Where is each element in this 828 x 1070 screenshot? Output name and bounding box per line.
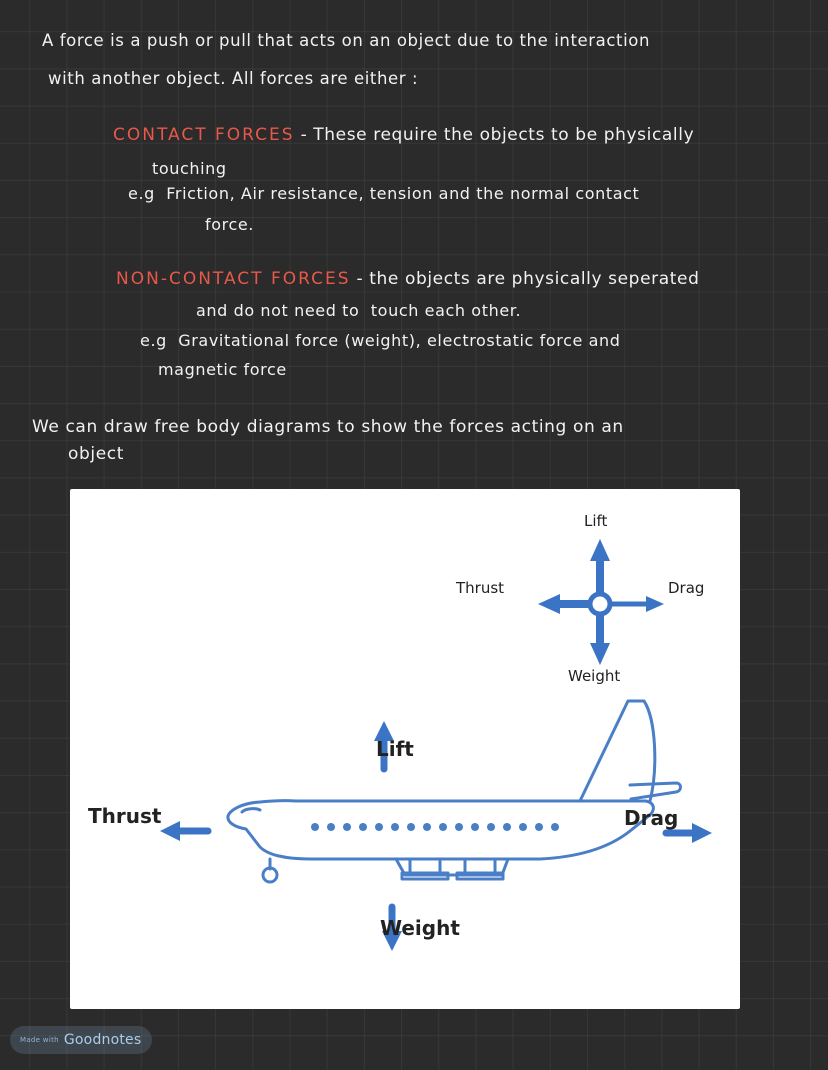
plane-drag-label: Drag [624, 806, 679, 830]
cross-lift-label: Lift [584, 512, 608, 530]
contact-forces-heading-row [113, 124, 694, 147]
noncontact-forces-description-cont: and do not need to touch each other. [196, 301, 522, 320]
cross-weight-label: Weight [568, 667, 621, 685]
intro-line-1: A force is a push or pull that acts on an object due to the interaction [42, 31, 651, 50]
watermark-brand: Goodnotes [63, 1032, 142, 1048]
contact-forces-heading: CONTACT FORCES [113, 125, 295, 145]
noncontact-forces-examples: e.g Gravitational force (weight), electrostatic force and [140, 331, 621, 350]
cross-thrust-label: Thrust [456, 579, 505, 597]
plane-thrust-label: Thrust [88, 804, 162, 828]
cross-drag-label: Drag [668, 579, 705, 597]
free-body-diagram-line-1: We can draw free body diagrams to show the forces acting on an [32, 417, 624, 437]
contact-forces-description: - These require the objects to be physically [294, 125, 695, 145]
free-body-diagram-line-2: object [68, 444, 124, 464]
contact-forces-examples-cont: force. [205, 215, 254, 234]
plane-weight-label: Weight [380, 916, 460, 940]
noncontact-forces-examples-cont: magnetic force [158, 360, 287, 379]
contact-forces-description-cont: touching [152, 159, 227, 178]
aeroplane-outline [228, 701, 681, 882]
aeroplane-free-body-diagram [110, 679, 710, 989]
noncontact-forces-heading: NON-CONTACT FORCES [116, 269, 351, 289]
aeroplane-windows [311, 823, 559, 831]
plane-lift-label: Lift [376, 737, 414, 761]
goodnotes-watermark[interactable] [10, 1026, 152, 1054]
intro-line-2: with another object. All forces are either : [48, 69, 419, 88]
contact-forces-examples: e.g Friction, Air resistance, tension and the normal contact [128, 184, 640, 203]
noncontact-forces-heading-row [116, 268, 699, 291]
watermark-prefix: Made with [20, 1036, 59, 1044]
noncontact-forces-description: - the objects are physically seperated [350, 269, 700, 289]
forces-figure-card [70, 489, 740, 1009]
force-cross-diagram [450, 529, 710, 689]
